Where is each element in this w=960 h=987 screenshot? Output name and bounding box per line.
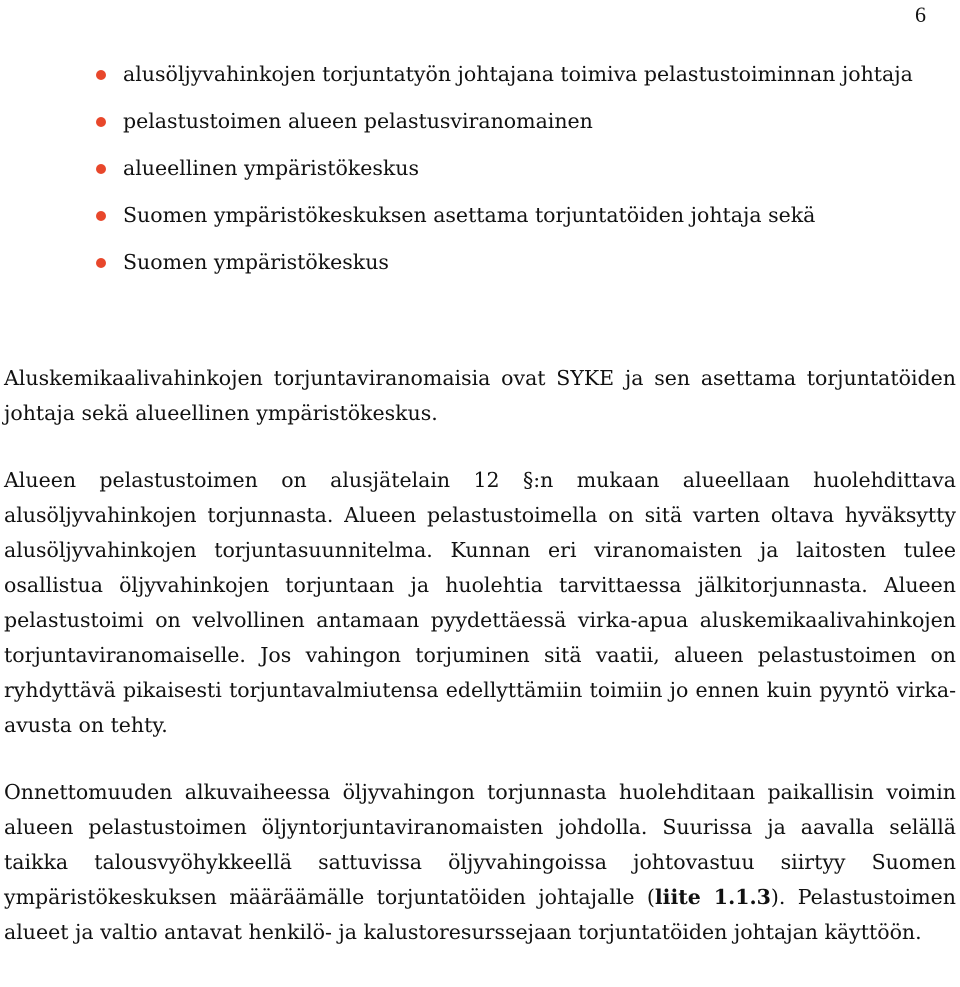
bullet-icon (96, 117, 106, 127)
bullet-list (96, 57, 956, 292)
page-number: 6 (915, 2, 926, 27)
list-item (96, 245, 956, 280)
list-item-text: Suomen ympäristökeskuksen asettama torjuntatöiden johtaja sekä (123, 203, 816, 227)
paragraph-text: ). Pelastustoimen alueet ja valtio antavat henkilö- ja kalustoresurssejaan torjuntatöiden johtajan käyttöön. (4, 885, 956, 944)
list-item-text: alusöljyvahinkojen torjuntatyön johtajana toimiva pelastustoiminnan johtaja (123, 62, 913, 86)
bullet-icon (96, 164, 106, 174)
list-item (96, 104, 956, 139)
bullet-icon (96, 211, 106, 221)
list-item (96, 151, 956, 186)
bullet-icon (96, 70, 106, 80)
paragraph-initial-phase (4, 775, 956, 950)
paragraph-text: Onnettomuuden alkuvaiheessa öljyvahingon torjunnasta huolehditaan paikallisin voimin alueen pelastustoimen öljyntorjuntaviranomaisten johdolla. Suurissa ja aavalla selällä taikka talousvyöhykkeellä sattuvissa öljyvahingoissa johtovastuu siirtyy Suomen ympäristökeskuksen määräämälle torjuntatöiden johtajalle ( (4, 780, 956, 909)
list-item-text: alueellinen ympäristökeskus (123, 156, 420, 180)
list-item (96, 57, 956, 92)
appendix-reference: liite 1.1.3 (654, 885, 771, 909)
list-item-text: pelastustoimen alueen pelastusviranomainen (123, 109, 593, 133)
paragraph-rescue-service-duties: Alueen pelastustoimen on alusjätelain 12 §:n mukaan alueellaan huolehdittava alusöljyvahinkojen torjunnasta. Alueen pelastustoimella on sitä varten oltava hyväksytty alusöljyvahinkojen torjuntasuunnitelma. Kunnan eri viranomaisten ja laitosten tulee osallistua öljyvahinkojen torjuntaan ja huolehtia tarvittaessa jälkitorjunnasta. Alueen pelastustoimi on velvollinen antamaan pyydettäessä virka-apua aluskemikaalivahinkojen torjuntaviranomaiselle. Jos vahingon torjuminen sitä vaatii, alueen pelastustoimen on ryhdyttävä pikaisesti torjuntavalmiutensa edellyttämiin toimiin jo ennen kuin pyyntö virka-avusta on tehty. (4, 468, 956, 737)
list-item-text: Suomen ympäristökeskus (123, 250, 389, 274)
list-item (96, 198, 956, 233)
paragraph-chemical-authorities: Aluskemikaalivahinkojen torjuntaviranomaisia ovat SYKE ja sen asettama torjuntatöiden johtaja sekä alueellinen ympäristökeskus. (4, 366, 956, 425)
bullet-icon (96, 258, 106, 268)
